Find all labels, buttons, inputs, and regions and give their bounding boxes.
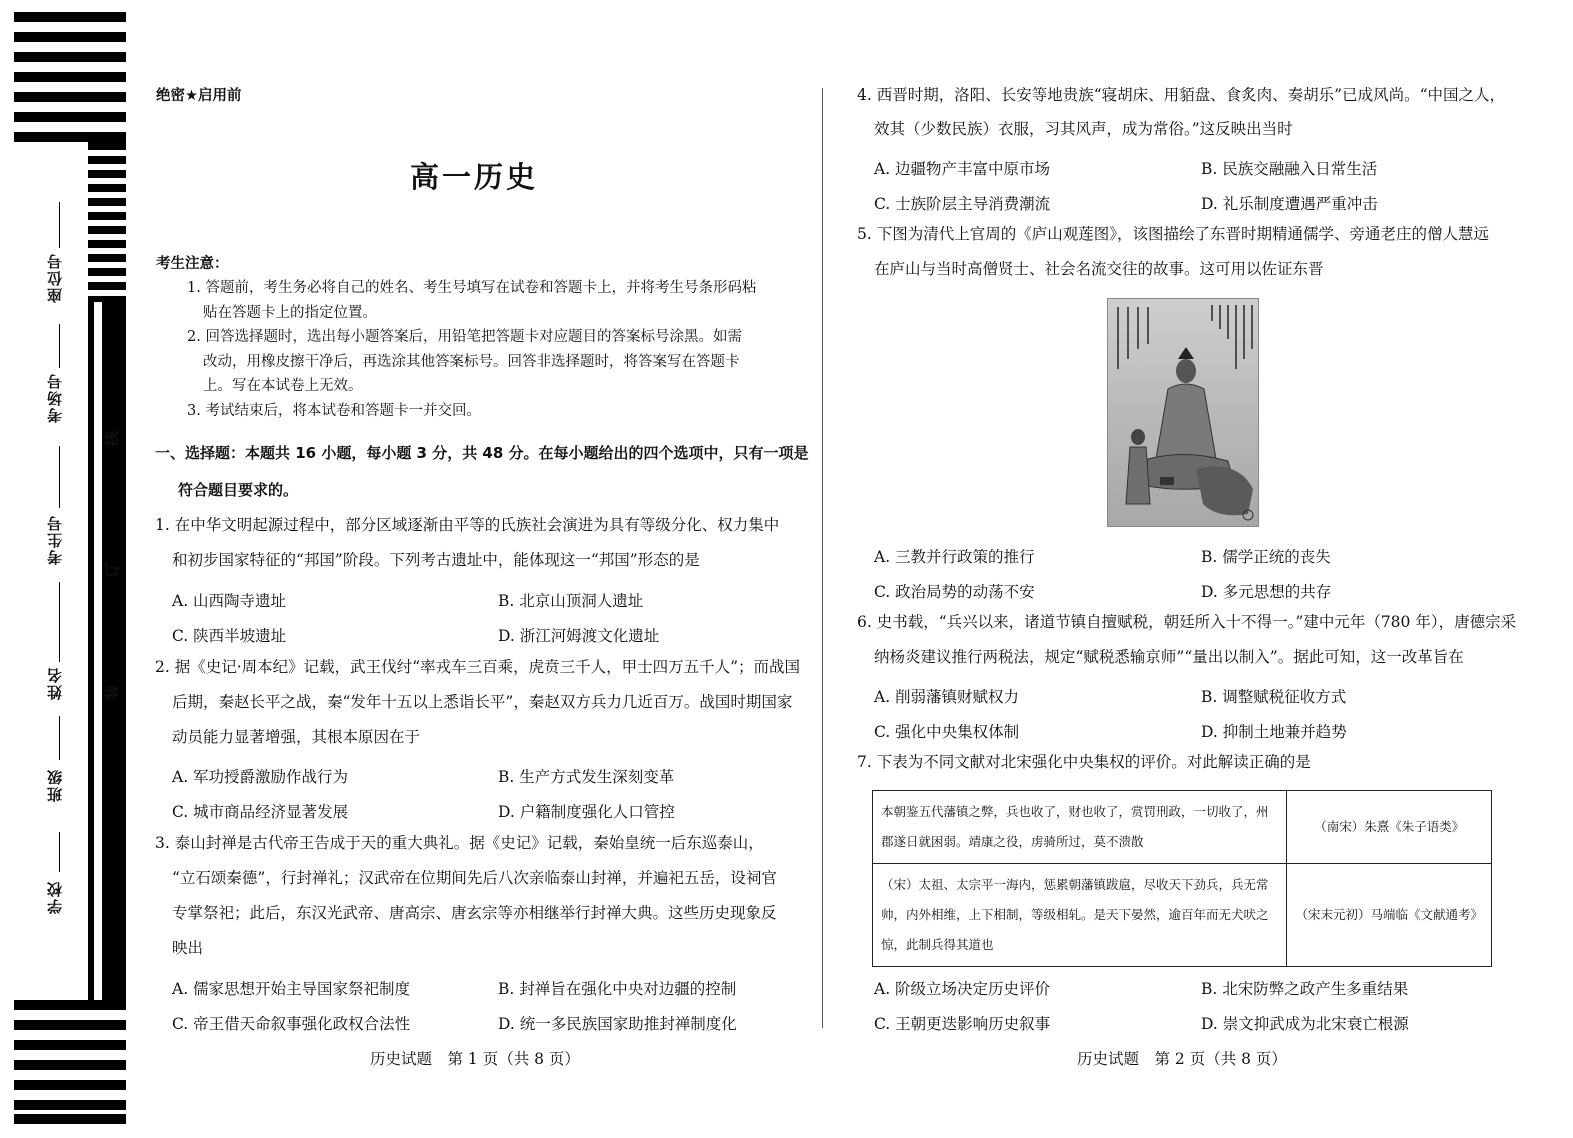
table-cell-text: 本朝鉴五代藩镇之弊，兵也收了，财也收了，赏罚刑政，一切收了，州郡遂日就困弱。靖康之役，虏骑所过，莫不溃散 <box>873 791 1287 864</box>
table-row <box>873 791 1492 864</box>
table-cell-source: （南宋）朱熹《朱子语类》 <box>1287 791 1492 864</box>
q4-option-d: D. 礼乐制度遭遇严重冲击 <box>1201 195 1378 213</box>
q1-option-c: C. 陕西半坡遗址 <box>172 627 287 645</box>
q5-option-b: B. 儒学正统的丧失 <box>1201 548 1331 566</box>
q2-option-c: C. 城市商品经济显著发展 <box>172 803 349 821</box>
lushan-painting-image <box>1107 298 1259 527</box>
q2-stem: 动员能力显著增强，其根本原因在于 <box>172 728 421 746</box>
notice-line: 3. 考试结束后，将本试卷和答题卡一并交回。 <box>187 403 481 419</box>
page-footer-2: 历史试题 第 2 页（共 8 页） <box>1077 1050 1287 1068</box>
secret-label: 绝密★启用前 <box>156 88 242 104</box>
notice-line: 上。写在本试卷上无效。 <box>203 378 363 394</box>
notice-line: 改动，用橡皮擦干净后，再选涂其他答案标号。回答非选择题时，将答案写在答题卡 <box>203 354 740 370</box>
q2-stem: 2. 据《史记·周本纪》记载，武王伐纣“率戎车三百乘，虎贲三千人，甲士四万五千人”；而战国 <box>155 658 800 676</box>
field-room-line <box>59 324 60 368</box>
notice-line: 2. 回答选择题时，选出每小题答案后，用铅笔把答题卡对应题目的答案标号涂黑。如需 <box>187 329 742 345</box>
q6-option-b: B. 调整赋税征收方式 <box>1201 688 1347 706</box>
q3-stem: 专掌祭祀；此后，东汉光武帝、唐高宗、唐玄宗等亦相继举行封禅大典。这些历史现象反 <box>172 904 777 922</box>
section-heading-cont: 符合题目要求的。 <box>178 481 299 499</box>
field-name: 姓名 <box>46 666 64 700</box>
binding-mark-staple: 订 <box>103 562 122 579</box>
q3-option-c: C. 帝王借天命叙事强化政权合法性 <box>172 1015 411 1033</box>
page-title: 高一历史 <box>410 160 539 194</box>
notice-line: 1. 答题前，考生务必将自己的姓名、考生号填写在试卷和答题卡上，并将考生号条形码粘 <box>187 280 757 296</box>
binding-mark-line: 线 <box>103 430 122 447</box>
q6-stem: 纳杨炎建议推行两税法，规定“赋税悉输京师”“量出以制入”。据此可知，这一改革旨在 <box>874 648 1464 666</box>
q1-stem: 和初步国家特征的“邦国”阶段。下列考古遗址中，能体现这一“邦国”形态的是 <box>172 551 700 569</box>
field-seat-line <box>59 202 60 248</box>
q7-option-a: A. 阶级立场决定历史评价 <box>874 980 1051 998</box>
page-footer-1: 历史试题 第 1 页（共 8 页） <box>370 1050 580 1068</box>
field-seat-number: 座位号 <box>46 252 64 303</box>
q1-option-a: A. 山西陶寺遗址 <box>172 592 287 610</box>
column-divider <box>822 88 823 1028</box>
field-school-line <box>59 832 60 872</box>
field-school: 学校 <box>46 880 64 914</box>
q5-option-c: C. 政治局势的动荡不安 <box>874 583 1035 601</box>
table-row <box>873 864 1492 967</box>
q7-option-c: C. 王朝更迭影响历史叙事 <box>874 1015 1051 1033</box>
q4-stem: 4. 西晋时期，洛阳、长安等地贵族“寝胡床、用貊盘、食炙肉、奏胡乐”已成风尚。“中国之人， <box>857 86 1505 104</box>
notice-line: 贴在答题卡上的指定位置。 <box>203 305 377 321</box>
field-name-line <box>59 582 60 662</box>
q7-stem: 7. 下表为不同文献对北宋强化中央集权的评价。对此解读正确的是 <box>857 753 1311 771</box>
q2-option-a: A. 军功授爵激励作战行为 <box>172 768 349 786</box>
q3-stem: 映出 <box>172 939 204 957</box>
q2-option-d: D. 户籍制度强化人口管控 <box>498 803 675 821</box>
q2-stem: 后期，秦赵长平之战，秦“发年十五以上悉诣长平”，秦赵双方兵力几近百万。战国时期国家 <box>172 693 793 711</box>
q5-stem: 在庐山与当时高僧贤士、社会名流交往的故事。这可用以佐证东晋 <box>874 260 1324 278</box>
section-heading: 一、选择题：本题共 16 小题，每小题 3 分，共 48 分。在每小题给出的四个选项中，只有一项是 <box>155 444 809 462</box>
q5-option-d: D. 多元思想的共存 <box>1201 583 1332 601</box>
q4-option-a: A. 边疆物产丰富中原市场 <box>874 160 1051 178</box>
binding-mark-bind: 装 <box>103 684 122 701</box>
field-class-line <box>59 716 60 760</box>
q3-stem: “立石颂秦德”，行封禅礼；汉武帝在位期间先后八次亲临泰山封禅，并遍祀五岳，设祠官 <box>172 869 777 887</box>
field-examinee-line <box>59 446 60 508</box>
field-examinee-number: 考生号 <box>46 514 64 565</box>
q6-option-a: A. 削弱藩镇财赋权力 <box>874 688 1020 706</box>
q5-stem: 5. 下图为清代上官周的《庐山观莲图》，该图描绘了东晋时期精通儒学、旁通老庄的僧人慧远 <box>857 225 1489 243</box>
q1-option-b: B. 北京山顶洞人遗址 <box>498 592 644 610</box>
q1-stem: 1. 在中华文明起源过程中，部分区域逐渐由平等的氏族社会演进为具有等级分化、权力集中 <box>155 516 780 534</box>
q2-option-b: B. 生产方式发生深刻变革 <box>498 768 675 786</box>
q6-option-c: C. 强化中央集权体制 <box>874 723 1020 741</box>
q4-stem: 效其（少数民族）衣服，习其风声，成为常俗。”这反映出当时 <box>874 120 1293 138</box>
q6-option-d: D. 抑制土地兼并趋势 <box>1201 723 1347 741</box>
q7-table <box>872 790 1492 967</box>
q1-option-d: D. 浙江河姆渡文化遗址 <box>498 627 660 645</box>
q6-stem: 6. 史书载，“兵兴以来，诸道节镇自擅赋税，朝廷所入十不得一。”建中元年（780 年），唐德宗采 <box>857 613 1517 631</box>
table-cell-text: （宋）太祖、太宗平一海内，惩累朝藩镇跋扈，尽收天下劲兵，兵无常帅，内外相维，上下相制，等级相轧。是天下晏然，逾百年而无犬吠之惊，此制兵得其道也 <box>873 864 1287 967</box>
q3-stem: 3. 泰山封禅是古代帝王告成于天的重大典礼。据《史记》记载，秦始皇统一后东巡泰山， <box>155 834 764 852</box>
table-cell-source: （宋末元初）马端临《文献通考》 <box>1287 864 1492 967</box>
q7-option-b: B. 北宋防弊之政产生多重结果 <box>1201 980 1409 998</box>
q3-option-d: D. 统一多民族国家助推封禅制度化 <box>498 1015 737 1033</box>
q5-option-a: A. 三教并行政策的推行 <box>874 548 1035 566</box>
field-class: 班级 <box>46 768 64 802</box>
notice-heading: 考生注意： <box>156 256 229 272</box>
q7-option-d: D. 崇文抑武成为北宋衰亡根源 <box>1201 1015 1409 1033</box>
q4-option-b: B. 民族交融融入日常生活 <box>1201 160 1378 178</box>
q3-option-b: B. 封禅旨在强化中央对边疆的控制 <box>498 980 737 998</box>
q3-option-a: A. 儒家思想开始主导国家祭祀制度 <box>172 980 411 998</box>
field-room-number: 考场号 <box>46 372 64 423</box>
q4-option-c: C. 士族阶层主导消费潮流 <box>874 195 1051 213</box>
